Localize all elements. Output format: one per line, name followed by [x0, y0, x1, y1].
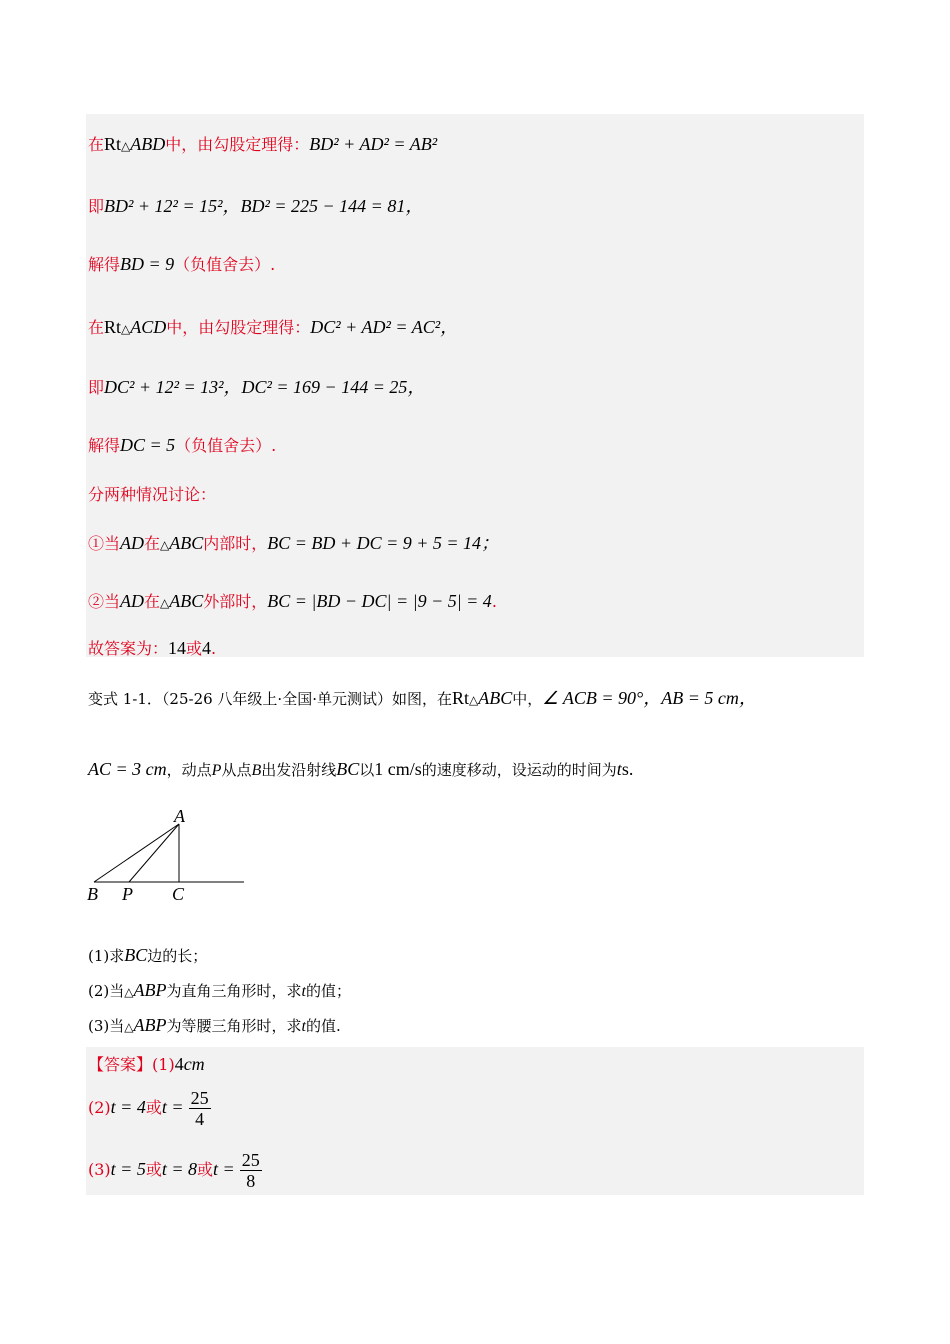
triangle-symbol: △ [121, 139, 131, 153]
text: 在 [144, 534, 161, 553]
numerator: 25 [190, 1088, 209, 1108]
text: 或 [145, 1098, 162, 1117]
solution-line-4 [88, 313, 458, 339]
solution-line-8 [88, 529, 499, 555]
equation: t = 4 [110, 1097, 146, 1117]
solution-line-5 [88, 373, 425, 399]
text: . [491, 592, 497, 611]
text: 在 [88, 135, 105, 154]
text: 即 [88, 197, 105, 216]
problem-line-2 [88, 759, 633, 780]
point-label: P [211, 762, 222, 779]
text: (2) [88, 1098, 111, 1117]
segment: AD [120, 591, 145, 611]
equation: DC² + AD² = AC²， [310, 317, 459, 337]
text: 或 [197, 1160, 214, 1179]
text: 或 [145, 1160, 162, 1179]
text: ②当 [88, 592, 121, 611]
text: 为等腰三角形时，求 [166, 1017, 302, 1035]
text: 中， [512, 690, 543, 708]
answer-line-3 [88, 1150, 262, 1191]
denominator: 8 [246, 1171, 256, 1191]
text: 中，由勾股定理得： [165, 135, 310, 154]
rt-label: Rt [451, 688, 469, 708]
text: 的值. [305, 1017, 341, 1035]
triangle-symbol: △ [469, 693, 479, 707]
text: (2)当 [88, 982, 125, 1000]
fraction [189, 1088, 211, 1129]
equation: BC = |BD − DC| = |9 − 5| = 4 [267, 591, 492, 611]
text: 在 [88, 318, 105, 337]
unit: cm [183, 1054, 205, 1074]
text: 为直角三角形时，求 [166, 982, 302, 1000]
unit: s. [621, 759, 634, 779]
text: 中，由勾股定理得： [166, 318, 311, 337]
equation: t = [213, 1159, 235, 1179]
fraction [240, 1150, 262, 1191]
text: ①当 [88, 534, 121, 553]
triangle-symbol: △ [124, 1020, 134, 1034]
label-b: B [87, 884, 98, 904]
triangle-name: ACD [130, 317, 167, 337]
text: 即 [88, 378, 105, 397]
answer-line-2 [88, 1088, 211, 1129]
variable: t [616, 759, 622, 779]
problem-line-1 [88, 684, 757, 710]
text: 从点 [221, 761, 252, 779]
text: 解得 [88, 436, 121, 455]
text: (3)当 [88, 1017, 125, 1035]
text: （负值舍去）. [175, 436, 277, 455]
question-2 [88, 980, 351, 1001]
segment: AD [120, 533, 145, 553]
rt-label: Rt [104, 317, 122, 337]
text: . [211, 639, 217, 658]
value: 14 [168, 638, 187, 658]
point-label: B [251, 762, 262, 779]
text: 的值； [305, 982, 351, 1000]
denominator: 4 [195, 1109, 205, 1129]
value: 4 [174, 1054, 184, 1074]
text: 或 [186, 639, 203, 658]
solution-line-9 [88, 589, 497, 612]
equation: BD = 9 [120, 254, 175, 274]
label-c: C [172, 884, 185, 904]
equation: DC² + 12² = 13²，DC² = 169 − 144 = 25， [104, 377, 426, 397]
segment: BC [336, 759, 360, 779]
triangle-figure [84, 802, 254, 912]
text: (1)求 [88, 947, 125, 965]
triangle-name: ABC [169, 533, 204, 553]
variable: t [301, 1018, 306, 1035]
solution-line-1 [88, 132, 437, 155]
text: (1) [152, 1055, 175, 1074]
triangle-symbol: △ [160, 596, 170, 610]
equation: t = 5 [110, 1159, 146, 1179]
equation: BD² + 12² = 15²，BD² = 225 − 144 = 81， [104, 196, 424, 216]
segment: BC [124, 945, 148, 965]
solution-line-6 [88, 433, 276, 456]
equation: BC = BD + DC = 9 + 5 = 14； [267, 533, 500, 553]
value: 4 [202, 638, 212, 658]
text: ，动点 [166, 761, 212, 779]
text: 的速度移动，设运动的时间为 [421, 761, 617, 779]
solution-line-3 [88, 252, 275, 275]
triangle-symbol: △ [160, 538, 170, 552]
text: 故答案为： [88, 639, 169, 658]
text: 外部时， [203, 592, 268, 611]
text: 出发沿射线 [261, 761, 337, 779]
label-p: P [122, 884, 133, 904]
text: （负值舍去）. [174, 255, 276, 274]
triangle-symbol: △ [124, 985, 134, 999]
equation: t = 8 [161, 1159, 197, 1179]
solution-line-10 [88, 636, 216, 659]
solution-line-2 [88, 192, 423, 218]
rt-label: Rt [104, 134, 122, 154]
triangle-name: ABP [133, 1015, 167, 1035]
equation: t = [161, 1097, 184, 1117]
variable: t [301, 983, 306, 1000]
equation: DC = 5 [120, 435, 176, 455]
text: 边的长； [147, 947, 208, 965]
text: 内部时， [203, 534, 268, 553]
triangle-symbol: △ [121, 322, 131, 336]
text: 在 [144, 592, 161, 611]
text: 解得 [88, 255, 121, 274]
equation: AC = 3 cm [88, 759, 167, 779]
question-3 [88, 1015, 341, 1036]
text: (3) [88, 1160, 111, 1179]
label-a: A [174, 806, 185, 826]
text: 以 [359, 761, 375, 779]
answer-line-1 [88, 1052, 205, 1075]
numerator: 25 [241, 1150, 260, 1170]
triangle-name: ABD [130, 134, 166, 154]
triangle-name: ABC [478, 688, 513, 708]
solution-line-7: 分两种情况讨论： [88, 485, 217, 504]
equation: BD² + AD² = AB² [309, 134, 438, 154]
text: 变式 1-1．（25-26 八年级上·全国·单元测试）如图，在 [88, 690, 452, 708]
answer-tag: 【答案】 [88, 1055, 153, 1074]
equation: ∠ ACB = 90°，AB = 5 cm， [542, 688, 757, 708]
question-1 [88, 945, 207, 966]
triangle-name: ABC [169, 591, 204, 611]
triangle-name: ABP [133, 980, 167, 1000]
speed-value: 1 cm/s [374, 759, 422, 779]
